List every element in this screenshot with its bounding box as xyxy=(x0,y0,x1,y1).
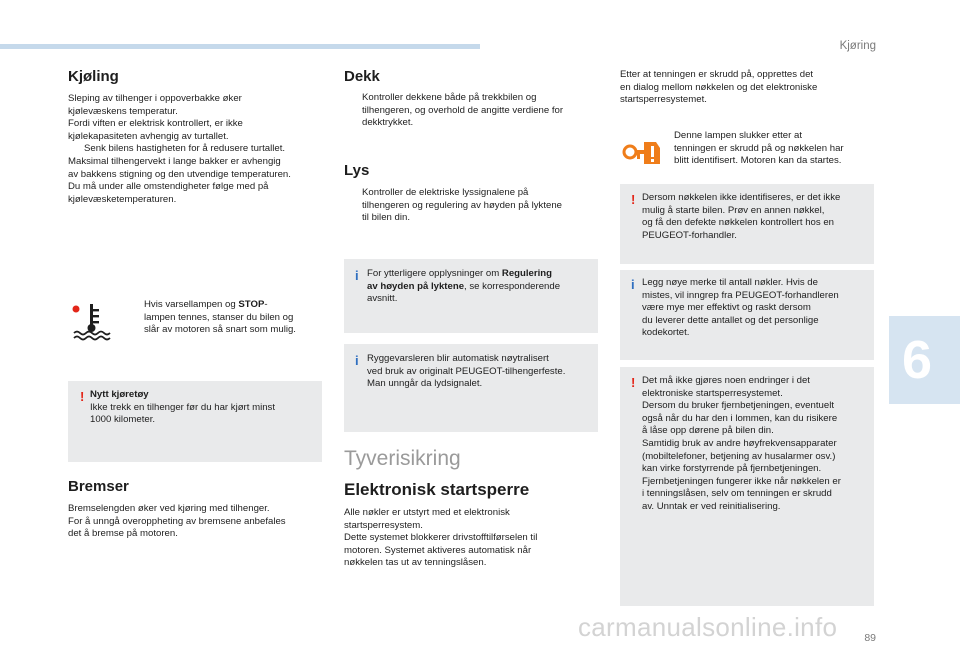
text-line: Dersom nøkkelen ikke identifiseres, er det ikke xyxy=(642,192,841,203)
text-line: elektroniske startsperresystemet. xyxy=(642,387,783,399)
immobiliser-intro xyxy=(620,69,817,107)
immobiliser-heading: Elektronisk startsperre xyxy=(344,480,530,499)
no-modification-text xyxy=(642,375,841,514)
text-line: 1000 kilometer. xyxy=(90,414,156,426)
immobiliser-lamp-text xyxy=(674,130,844,168)
text-fragment: Hvis varsellampen og xyxy=(144,299,239,310)
text-line: Sleping av tilhenger i oppoverbakke øker xyxy=(68,93,242,104)
text-bold: av høyden på lyktene xyxy=(367,280,465,292)
tyres-text xyxy=(362,92,563,130)
watermark: carmanualsonline.info xyxy=(578,612,838,642)
text-line: motoren. Systemet aktiveres automatisk når xyxy=(344,544,532,556)
text-line: Dersom du bruker fjernbetjeningen, eventuelt xyxy=(642,400,834,412)
immobiliser-paragraph xyxy=(344,507,537,570)
coolant-temperature-warning-icon xyxy=(71,300,111,342)
text-line: Ikke trekk en tilhenger før du har kjørt minst xyxy=(90,401,276,413)
brakes-paragraph xyxy=(68,503,286,541)
cooling-heading: Kjøling xyxy=(68,68,119,85)
text-line: (mobiltelefoner, betjening av husalarmer osv.) xyxy=(642,450,836,462)
text-line: kodekortet. xyxy=(642,327,690,339)
lights-text xyxy=(362,187,562,225)
headlamp-info-text xyxy=(367,268,560,306)
text-line: kjølevæskens temperatur. xyxy=(68,105,178,117)
text-line: kjølekapasiteten avhengig av turtallet. xyxy=(68,130,229,142)
text-line: Bremselengden øker ved kjøring med tilhenger. xyxy=(68,503,270,514)
text-line: Man unngår da lydsignalet. xyxy=(367,378,483,390)
text-line: mistes, vil inngrep fra PEUGEOT-forhandleren xyxy=(642,289,839,301)
text-line: tilhengeren, og overhold de angitte verdiene for xyxy=(362,104,564,116)
immobiliser-key-icon xyxy=(622,136,662,168)
text-line: dekktrykket. xyxy=(362,117,414,129)
info-icon: i xyxy=(355,353,359,368)
warning-exclamation-icon: ! xyxy=(631,375,636,390)
text-line: Du må under alle omstendigheter følge med på xyxy=(68,181,269,193)
parking-sensor-info-text xyxy=(367,353,565,391)
text-line: kan virke forstyrrende på fjernbetjeningen. xyxy=(642,463,822,475)
text-line: en dialog mellom nøkkelen og det elektroniske xyxy=(620,81,818,93)
text-line: PEUGEOT-forhandler. xyxy=(642,229,737,241)
text-line: Ryggevarsleren blir automatisk nøytralisert xyxy=(367,353,549,364)
info-icon: i xyxy=(631,277,635,292)
text-line: nøkkelen tas ut av tenningslåsen. xyxy=(344,557,487,569)
text-line: Denne lampen slukker etter at xyxy=(674,130,802,141)
text-line: Alle nøkler er utstyrt med et elektronisk xyxy=(344,507,510,518)
text-line: Fjernbetjeningen fungerer ikke når nøkkelen er xyxy=(642,475,841,487)
key-not-identified-text xyxy=(642,192,840,242)
text-line: av. Unntak er ved reinitialisering. xyxy=(642,500,781,512)
text-line: Dette systemet blokkerer drivstofftilførselen til xyxy=(344,532,538,544)
brakes-heading: Bremser xyxy=(68,478,129,495)
new-vehicle-text xyxy=(90,389,275,427)
text-line: og få den defekte nøkkelen kontrollert hos en xyxy=(642,217,834,229)
text-line: tenningen er skrudd på og nøkkelen har xyxy=(674,142,844,154)
text-line: slår av motoren så snart som mulig. xyxy=(144,324,296,336)
text-line: tilhengeren og regulering av høyden på lyktene xyxy=(362,199,563,211)
warning-exclamation-icon: ! xyxy=(631,192,636,207)
text-line: Kontroller dekkene både på trekkbilen og xyxy=(362,92,537,103)
text-line: startsperresystemet. xyxy=(620,94,707,106)
tyres-heading: Dekk xyxy=(344,68,380,85)
cooling-bullet: Senk bilens hastigheten for å redusere turtallet. xyxy=(84,143,286,155)
text-line: Etter at tenningen er skrudd på, opprettes det xyxy=(620,69,814,80)
text-line: av bakkens stigning og den utvendige temperaturen. xyxy=(68,168,291,180)
text-line: Maksimal tilhengervekt i lange bakker er avhengig xyxy=(68,156,281,167)
text-line: mulig å starte bilen. Prøv en annen nøkkel, xyxy=(642,204,825,216)
text-fragment: , se korresponderende xyxy=(464,280,561,292)
new-vehicle-title: Nytt kjøretøy xyxy=(90,389,149,400)
text-line: Legg nøye merke til antall nøkler. Hvis de xyxy=(642,277,818,288)
text-line: være mye mer effektivt og raskt dersom xyxy=(642,302,811,314)
cooling-paragraph xyxy=(68,93,243,143)
chapter-tab-number: 6 xyxy=(901,330,933,390)
text-fragment: - xyxy=(264,299,268,310)
text-line: å låse opp dørene på bilen din. xyxy=(642,425,774,437)
text-bold: Regulering xyxy=(501,268,553,279)
cooling-paragraph-2 xyxy=(68,156,291,206)
text-line: kjølevæsketemperaturen. xyxy=(68,193,177,205)
text-line: avsnitt. xyxy=(367,293,398,305)
text-line: startsperresystem. xyxy=(344,519,423,531)
warning-exclamation-icon: ! xyxy=(80,389,85,404)
text-line: det å bremse på motoren. xyxy=(68,528,178,540)
text-line: Samtidig bruk av andre høyfrekvensapparater xyxy=(642,437,837,449)
text-line: også når du har den i lommen, kan du risikere xyxy=(642,412,838,424)
info-icon: i xyxy=(355,268,359,283)
text-line: ved bruk av originalt PEUGEOT-tilhengerfeste. xyxy=(367,365,566,377)
stop-label: STOP xyxy=(238,299,265,310)
page-number: 89 xyxy=(864,632,876,644)
chapter-title: Kjøring xyxy=(839,40,876,52)
text-line: i tenningslåsen, selv om tenningen er skrudd xyxy=(642,488,832,500)
warning-lamp-text xyxy=(144,299,296,337)
text-line: Fordi viften er elektrisk kontrollert, er ikke xyxy=(68,118,243,130)
text-line: Det må ikke gjøres noen endringer i det xyxy=(642,375,810,386)
text-line: For å unngå overoppheting av bremsene anbefales xyxy=(68,515,286,527)
key-count-info-text xyxy=(642,277,839,340)
text-line: lampen tennes, stanser du bilen og xyxy=(144,311,294,323)
header-accent-bar xyxy=(0,44,480,49)
lights-heading: Lys xyxy=(344,162,370,179)
text-line: til bilen din. xyxy=(362,212,410,224)
text-line: blitt identifisert. Motoren kan da startes. xyxy=(674,155,842,167)
text-fragment: For ytterligere opplysninger om xyxy=(367,268,502,279)
anti-theft-title: Tyverisikring xyxy=(344,447,461,470)
text-line: du leverer dette antallet og det personlige xyxy=(642,314,819,326)
text-line: Kontroller de elektriske lyssignalene på xyxy=(362,187,529,198)
